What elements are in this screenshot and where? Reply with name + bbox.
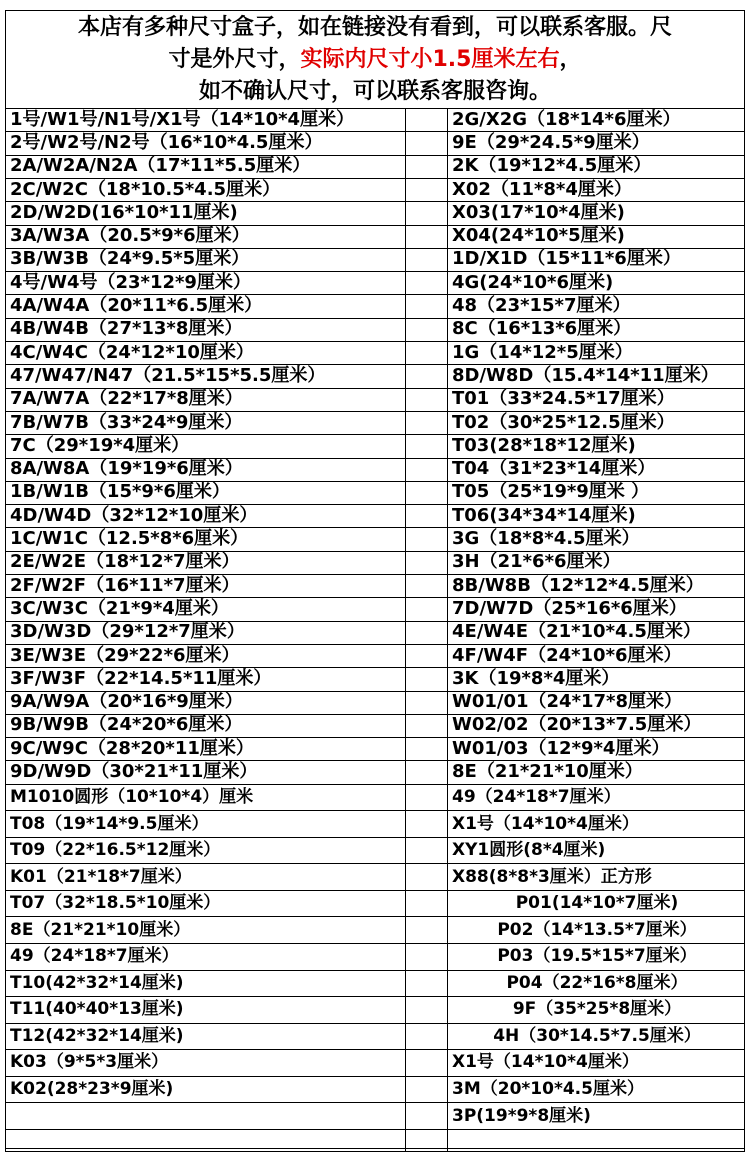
size-entry: 8D/W8D（15.4*14*11厘米） bbox=[452, 364, 719, 386]
size-entry: 8A/W8A（19*19*6厘米） bbox=[10, 458, 243, 480]
size-entry: T10(42*32*14厘米) bbox=[10, 972, 184, 993]
size-entry: T03(28*18*12厘米) bbox=[452, 434, 636, 456]
notice-header bbox=[6, 11, 744, 108]
size-entry: 2C/W2C（18*10.5*4.5厘米） bbox=[10, 178, 281, 200]
size-entry: X04(24*10*5厘米) bbox=[452, 225, 625, 247]
size-entry: 7D/W7D（25*16*6厘米） bbox=[452, 597, 687, 619]
size-entry: 1D/X1D（15*11*6厘米） bbox=[452, 248, 681, 270]
size-entry: W01/01（24*17*8厘米） bbox=[452, 691, 682, 713]
size-entry: X1号（14*10*4厘米） bbox=[452, 813, 639, 834]
size-entry: 3F/W3F（22*14.5*11厘米） bbox=[10, 667, 272, 689]
size-entry: 49（24*18*7厘米） bbox=[10, 946, 179, 967]
size-entry: 47/W47/N47（21.5*15*5.5厘米） bbox=[10, 364, 326, 386]
column-divider bbox=[447, 108, 448, 1151]
size-entry: P04（22*16*8厘米） bbox=[506, 972, 688, 993]
size-entry: X02（11*8*4厘米） bbox=[452, 178, 632, 200]
size-entry: 3K（19*8*4厘米） bbox=[452, 667, 620, 689]
size-entry: W01/03（12*9*4厘米） bbox=[452, 737, 670, 759]
size-entry: T09（22*16.5*12厘米） bbox=[10, 840, 221, 861]
size-entry: 3H（21*6*6厘米） bbox=[452, 551, 621, 573]
size-entry: 4B/W4B（27*13*8厘米） bbox=[10, 318, 243, 340]
size-entry: M1010圆形（10*10*4）厘米 bbox=[10, 786, 254, 807]
size-entry: XY1圆形(8*4厘米) bbox=[452, 840, 606, 861]
size-entry bbox=[452, 1127, 742, 1149]
size-entry: 4G(24*10*6厘米) bbox=[452, 271, 614, 293]
size-entry: 2号/W2号/N2号（16*10*4.5厘米） bbox=[10, 131, 323, 153]
size-entry: T07（32*18.5*10厘米） bbox=[10, 893, 221, 914]
size-entry: 3E/W3E（29*22*6厘米） bbox=[10, 644, 240, 666]
size-entry: 9B/W9B（24*20*6厘米） bbox=[10, 714, 243, 736]
size-entry: 7A/W7A（22*17*8厘米） bbox=[10, 388, 243, 410]
size-entry: 3B/W3B（24*9.5*5厘米） bbox=[10, 248, 250, 270]
row-divider bbox=[6, 996, 744, 997]
size-entry: 9F（35*25*8厘米） bbox=[512, 999, 682, 1020]
row-divider bbox=[6, 970, 744, 971]
size-entry: 4号/W4号（23*12*9厘米） bbox=[10, 271, 251, 293]
size-entry: 3M（20*10*4.5厘米） bbox=[452, 1079, 644, 1100]
size-entry: 2F/W2F（16*11*7厘米） bbox=[10, 574, 240, 596]
size-entry: X03(17*10*4厘米) bbox=[452, 201, 625, 223]
size-entry: X1号（14*10*4厘米） bbox=[452, 1052, 639, 1073]
row-divider bbox=[6, 863, 744, 864]
size-entry: 2E/W2E（18*12*7厘米） bbox=[10, 551, 240, 573]
size-entry: 2G/X2G（18*14*6厘米） bbox=[452, 108, 681, 130]
row-divider bbox=[6, 890, 744, 891]
size-entry: K01（21*18*7厘米） bbox=[10, 866, 192, 887]
notice-line-3: 如不确认尺寸，可以联系客服咨询。 bbox=[198, 79, 551, 104]
notice-line-2-end: ， bbox=[559, 47, 582, 72]
size-entry: 3C/W3C（21*9*4厘米） bbox=[10, 597, 229, 619]
size-entry: 2K（19*12*4.5厘米） bbox=[452, 155, 652, 177]
size-entry: 2D/W2D(16*10*11厘米) bbox=[10, 201, 238, 223]
size-entry: 2A/W2A/N2A（17*11*5.5厘米） bbox=[10, 155, 311, 177]
size-entry: 1C/W1C（12.5*8*6厘米） bbox=[10, 528, 249, 550]
size-entry: 7B/W7B（33*24*9厘米） bbox=[10, 411, 243, 433]
size-entry: 1号/W1号/N1号/X1号（14*10*4厘米） bbox=[10, 108, 355, 130]
size-entry: 9A/W9A（20*16*9厘米） bbox=[10, 691, 243, 713]
size-entry: 3A/W3A（20.5*9*6厘米） bbox=[10, 225, 250, 247]
size-entry: 8E（21*21*10厘米） bbox=[452, 761, 643, 783]
size-entry: 1B/W1B（15*9*6厘米） bbox=[10, 481, 230, 503]
row-divider bbox=[6, 916, 744, 917]
size-entry: T01（33*24.5*17厘米） bbox=[452, 388, 675, 410]
size-entry: 4H（30*14.5*7.5厘米） bbox=[493, 1025, 701, 1046]
size-entry bbox=[10, 1127, 406, 1149]
notice-line-1: 本店有多种尺寸盒子，如在链接没有看到，可以联系客服。尺 bbox=[77, 15, 672, 40]
row-divider bbox=[6, 1076, 744, 1077]
size-entry: 4A/W4A（20*11*6.5厘米） bbox=[10, 295, 263, 317]
size-entry: P02（14*13.5*7厘米） bbox=[497, 919, 697, 940]
size-entry: 3G（18*8*4.5厘米） bbox=[452, 528, 640, 550]
notice-line-2-start: 寸是外尺寸， bbox=[168, 47, 301, 72]
row-divider bbox=[6, 1102, 744, 1103]
size-entry: K03（9*5*3厘米） bbox=[10, 1052, 169, 1073]
size-entry: T06(34*34*14厘米) bbox=[452, 504, 636, 526]
row-divider bbox=[6, 837, 744, 838]
size-entry: 49（24*18*7厘米） bbox=[452, 786, 621, 807]
size-entry: T11(40*40*13厘米) bbox=[10, 999, 184, 1020]
size-entry: 3D/W3D（29*12*7厘米） bbox=[10, 621, 245, 643]
size-entry: K02(28*23*9厘米) bbox=[10, 1079, 174, 1100]
notice-line-2 bbox=[6, 44, 744, 76]
size-entry: 4C/W4C（24*12*10厘米） bbox=[10, 341, 254, 363]
size-entry: P03（19.5*15*7厘米） bbox=[497, 946, 697, 967]
size-entry: T02（30*25*12.5厘米） bbox=[452, 411, 675, 433]
size-entry: 9E（29*24.5*9厘米） bbox=[452, 131, 650, 153]
size-entry: T05（25*19*9厘米 ） bbox=[452, 481, 650, 503]
size-entry: 3P(19*9*8厘米) bbox=[452, 1105, 591, 1126]
size-entry: 4F/W4F（24*10*6厘米） bbox=[452, 644, 682, 666]
size-entry: T12(42*32*14厘米) bbox=[10, 1025, 184, 1046]
size-entry: 48（23*15*7厘米） bbox=[452, 295, 631, 317]
size-table bbox=[5, 10, 745, 1152]
size-entry: 9C/W9C（28*20*11厘米） bbox=[10, 737, 254, 759]
size-entry: 8E（21*21*10厘米） bbox=[10, 919, 191, 940]
size-entry: P01(14*10*7厘米) bbox=[515, 893, 679, 914]
size-entry bbox=[10, 1105, 406, 1127]
inner-size-warning: 实际内尺寸小1.5厘米左右 bbox=[300, 47, 560, 72]
row-divider bbox=[6, 784, 744, 785]
size-entry: 8C（16*13*6厘米） bbox=[452, 318, 632, 340]
size-entry: 7C（29*19*4厘米） bbox=[10, 434, 190, 456]
row-divider bbox=[6, 810, 744, 811]
size-entry: W02/02（20*13*7.5厘米） bbox=[452, 714, 702, 736]
row-divider bbox=[6, 1049, 744, 1050]
row-divider bbox=[6, 943, 744, 944]
size-entry: 4E/W4E（21*10*4.5厘米） bbox=[452, 621, 701, 643]
row-divider bbox=[6, 1023, 744, 1024]
size-entry: 4D/W4D（32*12*10厘米） bbox=[10, 504, 258, 526]
size-entry: T08（19*14*9.5厘米） bbox=[10, 813, 209, 834]
size-entry: X88(8*8*3厘米）正方形 bbox=[452, 866, 652, 887]
size-entry: 9D/W9D（30*21*11厘米） bbox=[10, 761, 258, 783]
size-entry: 8B/W8B（12*12*4.5厘米） bbox=[452, 574, 704, 596]
size-entry: 1G（14*12*5厘米） bbox=[452, 341, 633, 363]
size-entry: T04（31*23*14厘米） bbox=[452, 458, 656, 480]
